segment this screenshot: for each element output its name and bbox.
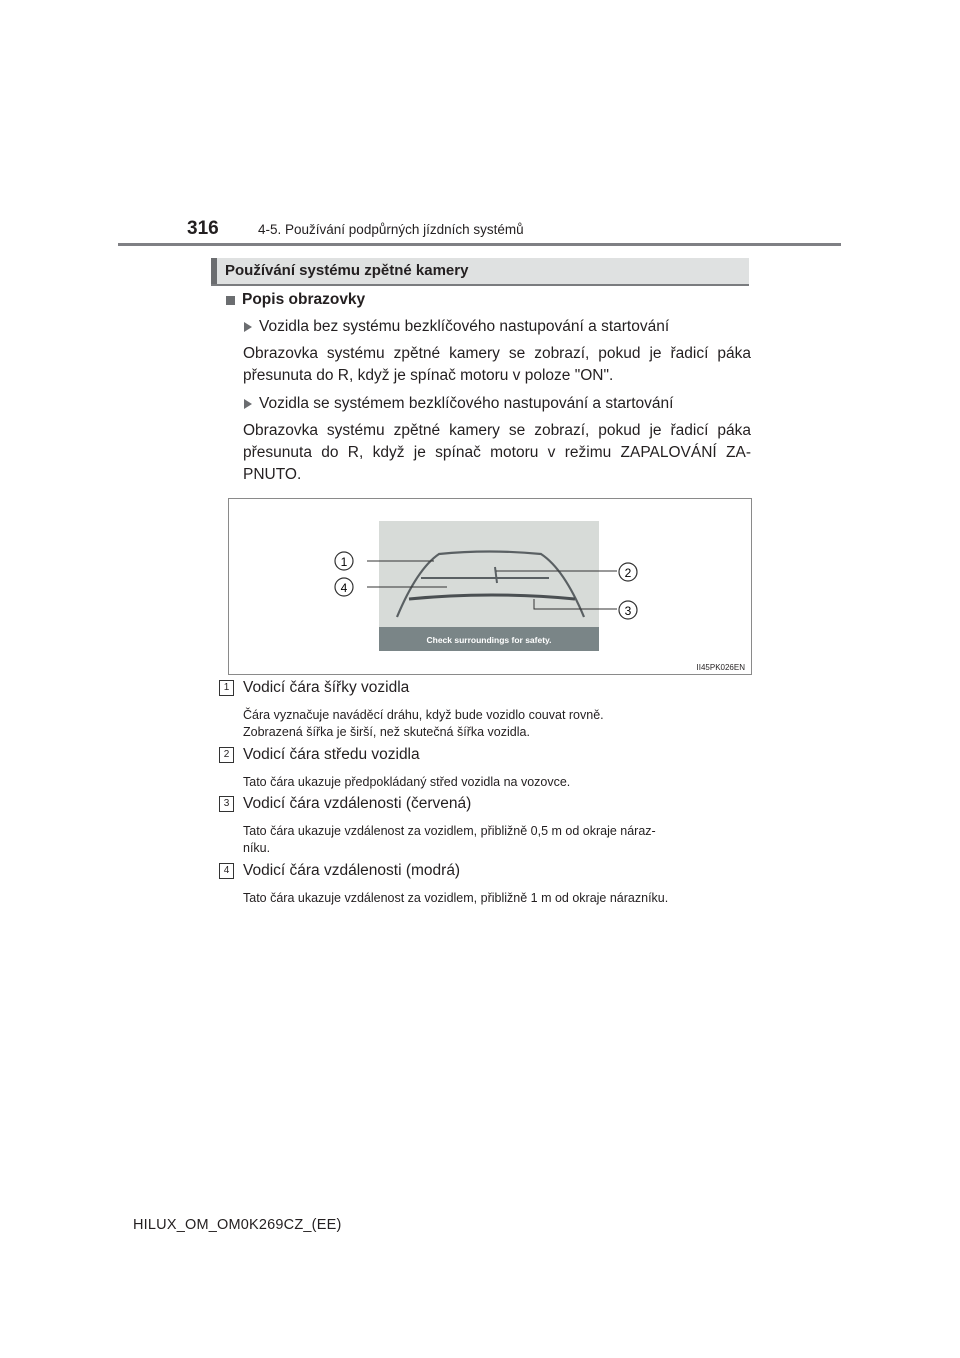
item-title: Vodicí čára vzdálenosti (červená): [243, 795, 472, 812]
item-description-line: Zobrazená šířka je širší, než skutečná šířka vozidla.: [243, 725, 530, 739]
item-number-badge: 4: [219, 863, 234, 879]
item-description-line: níku.: [243, 841, 271, 855]
figure-code: II45PK026EN: [696, 663, 745, 672]
subheading-no-keyless: [244, 318, 669, 336]
subheading-keyless-text: Vozidla se systémem bezklíčového nastupování a startování: [259, 395, 674, 412]
item-description-line: Tato čára ukazuje vzdálenost za vozidlem, přibližně 1 m od okraje nárazníku.: [243, 891, 669, 905]
box-title-text: Používání systému zpětné kamery: [225, 262, 469, 279]
square-bullet-icon: [226, 296, 235, 305]
callout-number-4: 4: [340, 581, 348, 595]
camera-warning-text: Check surroundings for safety.: [426, 635, 552, 645]
paragraph-keyless: Obrazovka systému zpětné kamery se zobrazí, pokud je řadicí páka přesunuta do R, když je spínač motoru v režimu ZAPALOVÁNÍ ZA-PNUTO.: [243, 422, 751, 483]
item-description-line: Tato čára ukazuje předpokládaný střed vozidla na vozovce.: [243, 775, 571, 789]
item-number-badge: 1: [219, 680, 234, 696]
subheading-no-keyless-text: Vozidla bez systému bezklíčového nastupování a startování: [259, 318, 670, 335]
section-heading-text: Popis obrazovky: [242, 291, 366, 308]
section-title: 4-5. Používání podpůrných jízdních systémů: [258, 222, 524, 237]
item-number-badge: 3: [219, 796, 234, 812]
callout-number-1: 1: [340, 555, 348, 569]
callout-number-3: 3: [624, 604, 632, 618]
triangle-bullet-icon: [244, 399, 252, 409]
item-description-line: Tato čára ukazuje vzdálenost za vozidlem, přibližně 0,5 m od okraje náraz-: [243, 824, 656, 838]
box-title: [211, 258, 749, 286]
item-title: Vodicí čára vzdálenosti (modrá): [243, 862, 461, 879]
box-title-bar: [211, 258, 217, 284]
callout-number-2: 2: [624, 566, 632, 580]
item-title: Vodicí čára šířky vozidla: [243, 679, 410, 696]
section-heading: [226, 291, 365, 309]
item-number-badge: 2: [219, 747, 234, 763]
item-title: Vodicí čára středu vozidla: [243, 746, 420, 763]
item-description-line: Čára vyznačuje naváděcí dráhu, když bude vozidlo couvat rovně.: [243, 708, 604, 722]
subheading-keyless: [244, 395, 673, 413]
camera-screen-illustration: [229, 499, 751, 674]
paragraph-no-keyless: Obrazovka systému zpětné kamery se zobrazí, pokud je řadicí páka přesunuta do R, když je spínač motoru v poloze "ON".: [243, 345, 751, 384]
triangle-bullet-icon: [244, 322, 252, 332]
footer-document-code: HILUX_OM_OM0K269CZ_(EE): [133, 1217, 342, 1233]
camera-screen-figure: [228, 498, 752, 675]
page-number: 316: [187, 218, 219, 239]
header-rule: [118, 243, 841, 246]
